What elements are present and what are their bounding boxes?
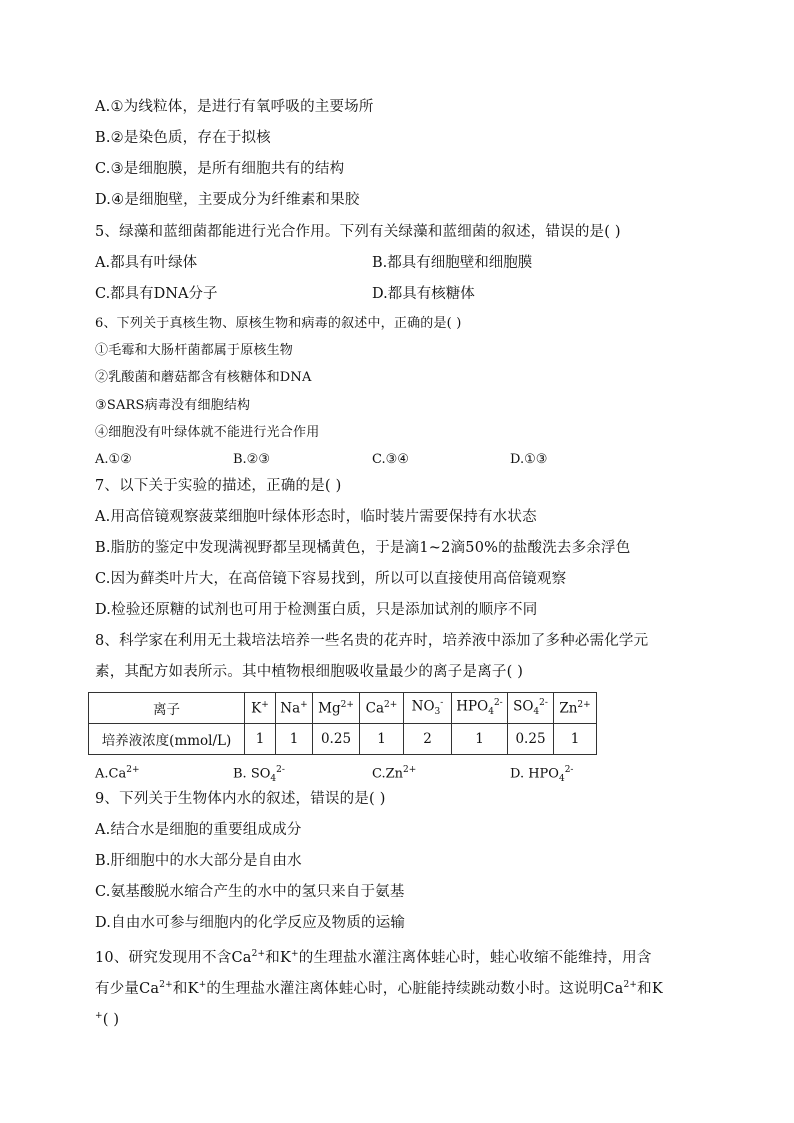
table-cell-value: 1	[360, 724, 404, 755]
q7-option-c: C.因为藓类叶片大，在高倍镜下容易找到，所以可以直接使用高倍镜观察	[95, 571, 567, 587]
table-cell-value: 0.25	[313, 724, 360, 755]
q7-option-b: B.脂肪的鉴定中发现满视野都呈现橘黄色，于是滴1~2滴50%的盐酸洗去多余浮色	[95, 540, 631, 556]
q8-option-b-subscript: 4	[270, 773, 277, 784]
q5-stem: 5、绿藻和蓝细菌都能进行光合作用。下列有关绿藻和蓝细菌的叙述，错误的是( )	[95, 224, 621, 240]
q8-option-a	[95, 760, 140, 784]
q10-text: 10、研究发现用不含Ca	[95, 949, 252, 966]
q10-text: 和K	[265, 949, 291, 966]
q10-text: 有少量Ca	[95, 980, 160, 997]
ion-concentration-table	[88, 692, 597, 755]
table-cell-ion	[360, 693, 404, 724]
q8-option-a-text: A.Ca	[95, 766, 127, 782]
q10-text: 的生理盐水灌注离体蛙心时，蛙心收缩不能维持，用含	[298, 949, 652, 966]
table-cell-ion	[452, 693, 508, 724]
q7-option-a: A.用高倍镜观察菠菜细胞叶绿体形态时，临时装片需要保持有水状态	[95, 509, 537, 525]
q9-option-a: A.结合水是细胞的重要组成成分	[95, 822, 302, 838]
table-cell-value: 1	[452, 724, 508, 755]
q6-item-2: ②乳酸菌和蘑菇都含有核糖体和DNA	[95, 370, 312, 385]
q8-option-d-text: D. HPO	[510, 766, 559, 782]
table-cell-value: 1	[245, 724, 276, 755]
q7-stem: 7、以下关于实验的描述，正确的是( )	[95, 478, 342, 494]
q10-text: 和K	[172, 980, 199, 997]
q10-text: 的生理盐水灌注离体蛙心时，心脏能持续跳动数小时。这说明Ca	[206, 980, 624, 997]
q8-option-d-subscript: 4	[558, 773, 565, 784]
table-cell-ion	[508, 693, 554, 724]
table-cell-value: 1	[276, 724, 313, 755]
ion-formula: $HPO_4^{2-}$	[456, 698, 503, 718]
table-row-values	[89, 724, 597, 755]
q10-charge: 2+	[159, 980, 173, 990]
q10-stem-line3	[95, 1006, 119, 1030]
q5-option-b: B.都具有细胞壁和细胞膜	[372, 255, 533, 271]
table-header-concentration: 培养液浓度(mmol/L)	[89, 724, 245, 755]
table-cell-value: 0.25	[508, 724, 554, 755]
q9-option-b: B.肝细胞中的水大部分是自由水	[95, 853, 302, 869]
ion-formula: $Zn^{2+}$	[559, 699, 591, 717]
q8-option-c-charge: 2+	[403, 765, 417, 775]
q5-option-d: D.都具有核糖体	[372, 286, 475, 302]
table-cell-ion	[276, 693, 313, 724]
q4-option-d: D.④是细胞壁，主要成分为纤维素和果胶	[95, 192, 360, 208]
q6-option-c: C.③④	[372, 452, 409, 467]
ion-formula: $NO_3^-$	[411, 698, 444, 718]
q10-stem-line2	[95, 975, 663, 999]
table-cell-ion	[313, 693, 360, 724]
q8-option-c-text: C.Zn	[372, 766, 404, 782]
table-row-ions	[89, 693, 597, 724]
q6-item-1: ①毛霉和大肠杆菌都属于原核生物	[95, 343, 294, 358]
q10-charge: 2+	[251, 949, 266, 959]
ion-formula: $SO_4^{2-}$	[513, 698, 548, 718]
q8-option-b-charge: 2-	[276, 765, 285, 775]
ion-formula: $Mg^{2+}$	[318, 699, 354, 717]
q8-stem-line1: 8、科学家在利用无土栽培法培养一些名贵的花卉时，培养液中添加了多种必需化学元	[95, 633, 649, 649]
table-header-ion: 离子	[89, 693, 245, 724]
q5-option-a: A.都具有叶绿体	[95, 255, 198, 271]
q6-option-b: B.②③	[233, 452, 270, 467]
q10-text: 和K	[637, 980, 663, 997]
q4-option-a: A.①为线粒体，是进行有氧呼吸的主要场所	[95, 99, 374, 115]
q9-option-c: C.氨基酸脱水缩合产生的水中的氢只来自于氨基	[95, 884, 405, 900]
q8-option-c	[372, 760, 416, 784]
q8-option-a-charge: 2+	[126, 765, 140, 775]
q10-text: ( )	[102, 1011, 120, 1028]
q4-option-b: B.②是染色质，存在于拟核	[95, 130, 271, 146]
table-cell-ion	[554, 693, 597, 724]
q10-charge: +	[291, 949, 299, 959]
q6-stem: 6、下列关于真核生物、原核生物和病毒的叙述中，正确的是( )	[95, 316, 462, 331]
q8-option-b-text: B. SO	[233, 766, 271, 782]
table-cell-value: 2	[404, 724, 452, 755]
q10-stem-line1	[95, 944, 652, 968]
q8-stem-line2: 素，其配方如表所示。其中植物根细胞吸收量最少的离子是离子( )	[95, 664, 524, 680]
ion-formula: K+	[251, 699, 269, 717]
table-cell-value: 1	[554, 724, 597, 755]
q9-option-d: D.自由水可参与细胞内的化学反应及物质的运输	[95, 915, 406, 931]
q10-charge: +	[95, 1011, 103, 1021]
table-cell-ion	[404, 693, 452, 724]
q6-item-4: ④细胞没有叶绿体就不能进行光合作用	[95, 425, 320, 440]
ion-formula: $Ca^{2+}$	[365, 699, 398, 717]
q8-option-b	[233, 760, 285, 789]
q5-option-c: C.都具有DNA分子	[95, 286, 218, 302]
q8-option-d	[510, 760, 573, 789]
q10-charge: +	[198, 980, 207, 990]
q4-option-c: C.③是细胞膜，是所有细胞共有的结构	[95, 161, 345, 177]
q6-option-d: D.①③	[510, 452, 548, 467]
q8-option-d-charge: 2-	[564, 765, 574, 775]
q6-option-a: A.①②	[95, 452, 132, 467]
q9-stem: 9、下列关于生物体内水的叙述，错误的是( )	[95, 791, 386, 807]
q7-option-d: D.检验还原糖的试剂也可用于检测蛋白质，只是添加试剂的顺序不同	[95, 602, 538, 618]
q6-item-3: ③SARS病毒没有细胞结构	[95, 398, 251, 413]
ion-formula: Na+	[280, 699, 308, 717]
table-cell-ion	[245, 693, 276, 724]
q10-charge: 2+	[623, 980, 638, 990]
